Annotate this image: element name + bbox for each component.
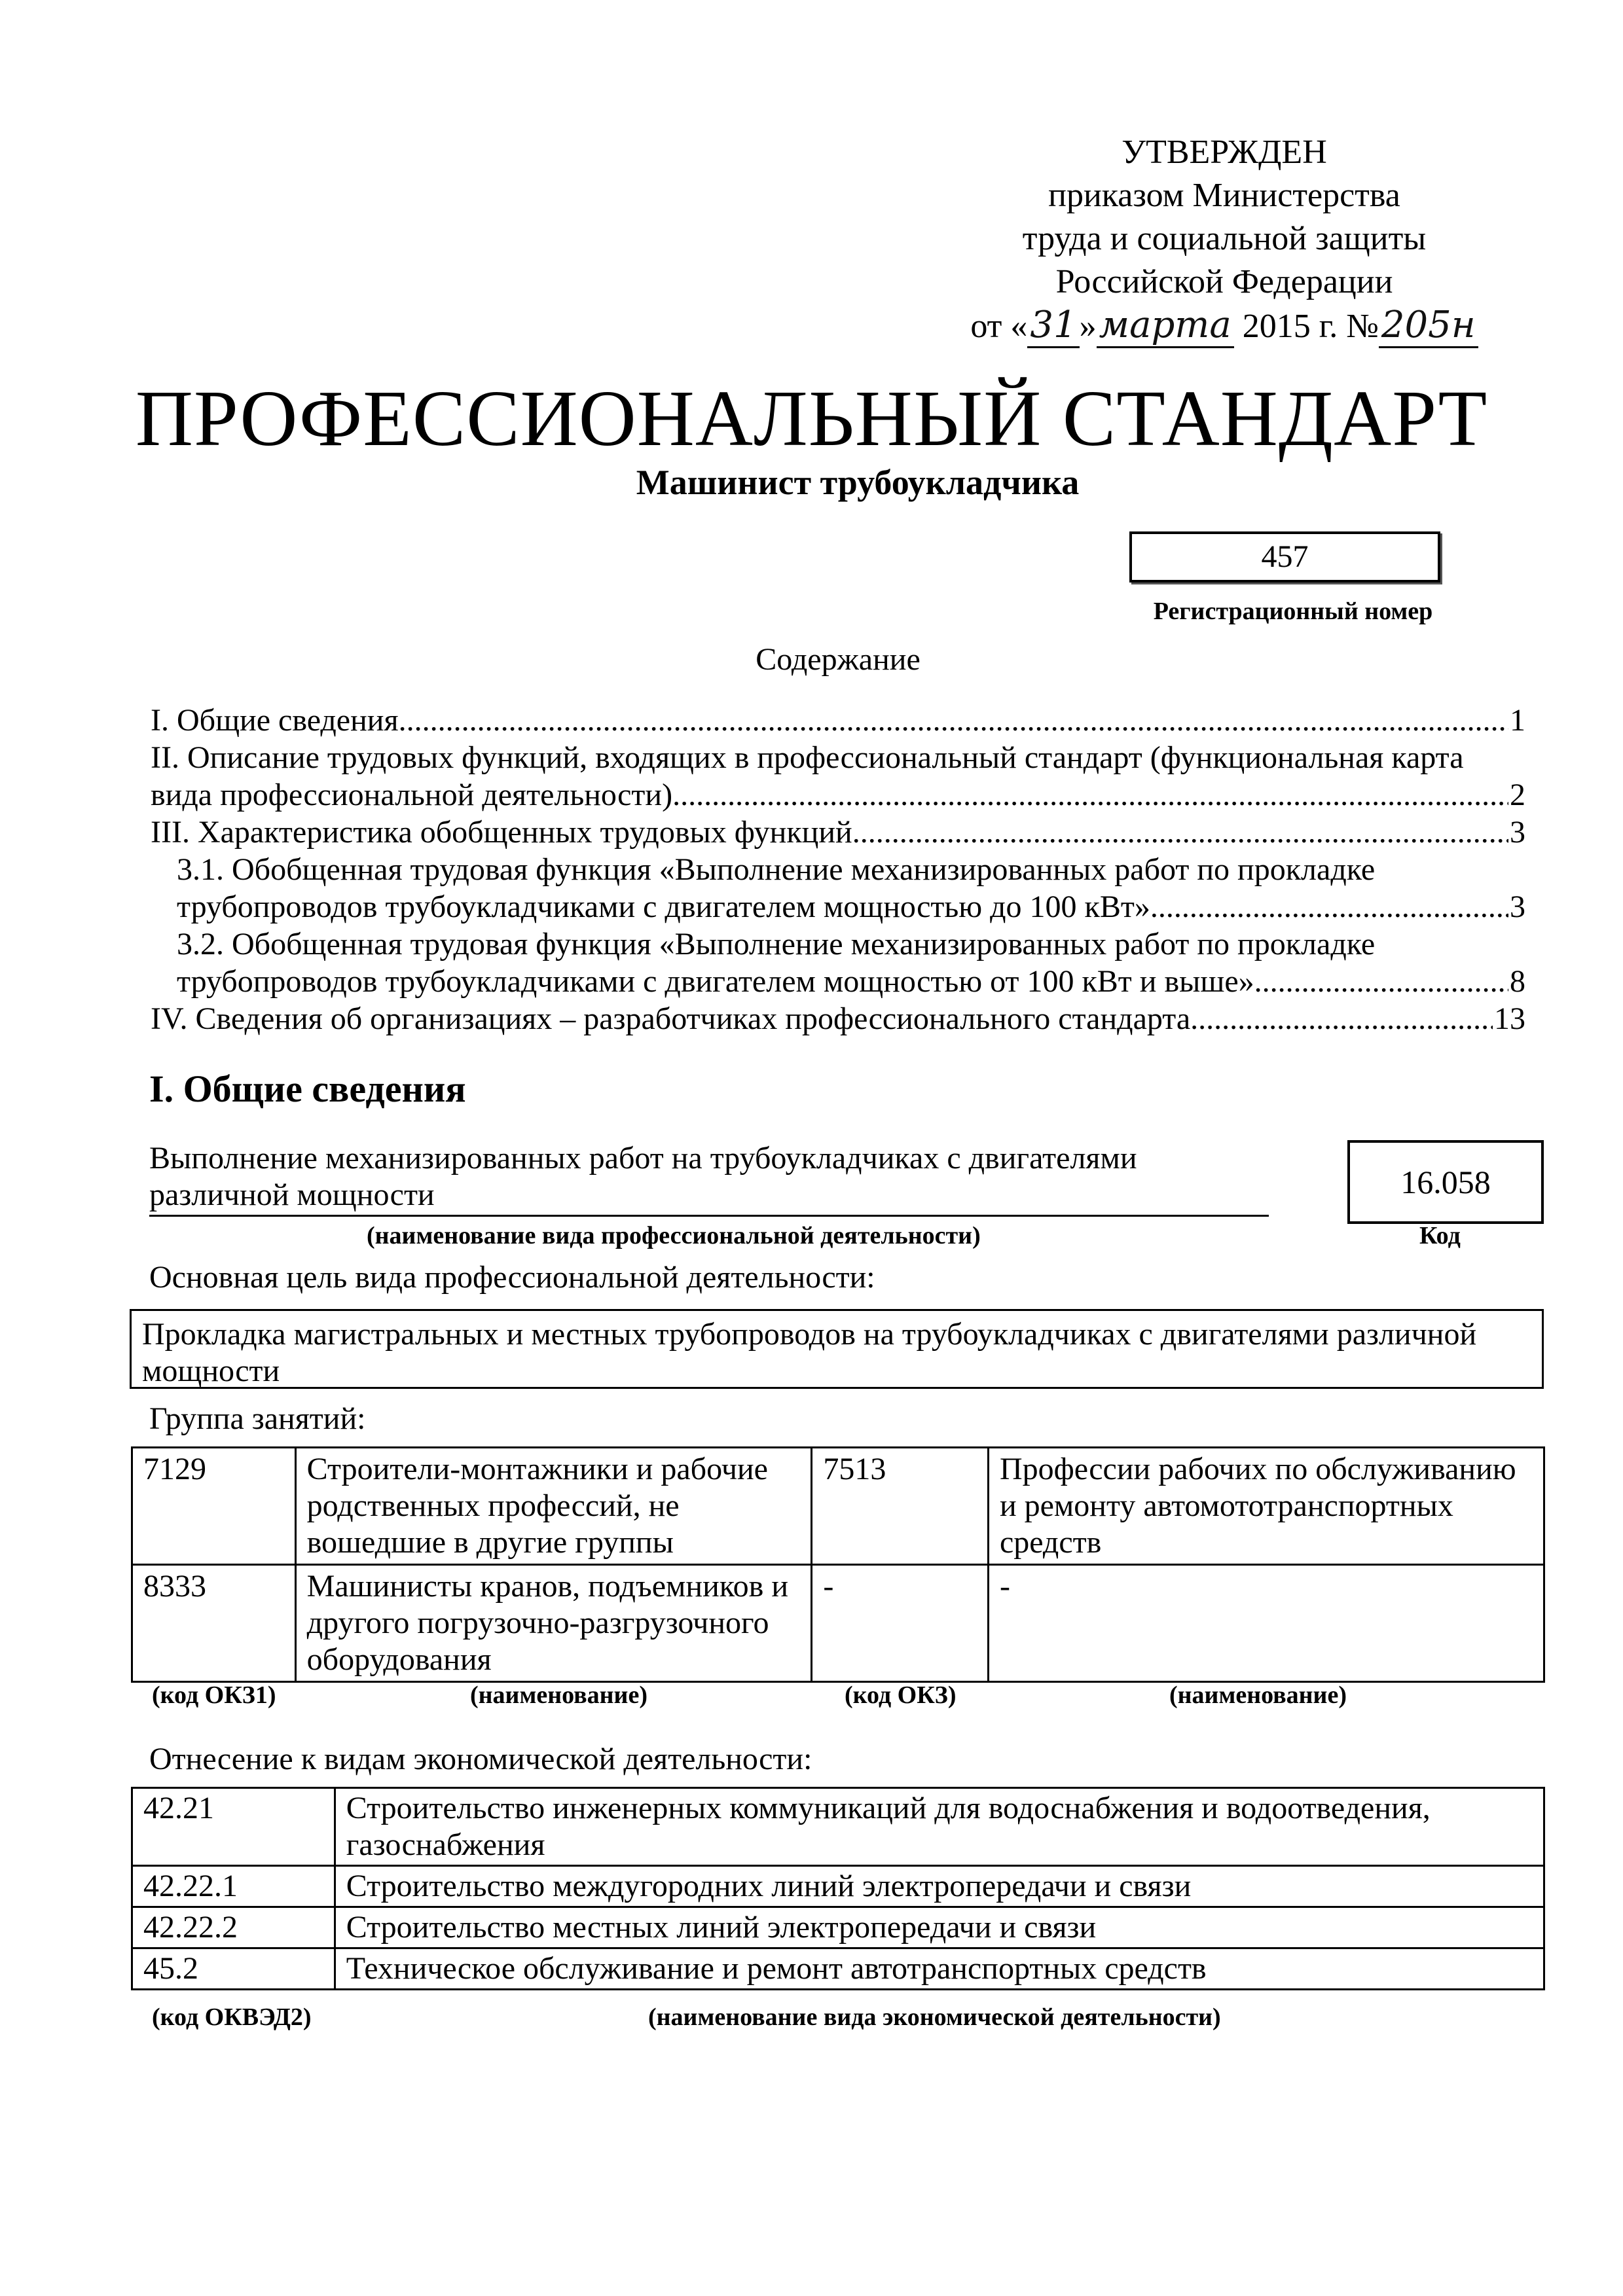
approval-line-ministry: труда и социальной защиты: [1022, 220, 1427, 257]
okved-code-cell: 45.2: [132, 1948, 335, 1990]
okz-name-caption-2: (наименование): [1169, 1681, 1347, 1709]
toc-page: 8: [1510, 964, 1525, 999]
toc-item[interactable]: [151, 851, 1525, 925]
document-subtitle: Машинист трубоукладчика: [636, 463, 1080, 502]
approval-line-federation: Российской Федерации: [1055, 263, 1393, 300]
approval-line-order: приказом Министерства: [1048, 177, 1400, 214]
okved-name-cell: Строительство местных линий электропередачи и связи: [335, 1907, 1544, 1948]
toc-leader: [852, 814, 1508, 851]
toc-item-text: I. Общие сведения: [151, 703, 399, 738]
groups-label: Группа занятий:: [149, 1401, 366, 1436]
toc-item-text-line1: 3.2. Обобщенная трудовая функция «Выполнение механизированных работ по прокладке: [177, 927, 1376, 961]
registration-caption: Регистрационный номер: [1153, 598, 1433, 625]
toc-leader: [672, 776, 1508, 814]
okved-name-cell: Строительство междугородних линий электропередачи и связи: [335, 1866, 1544, 1907]
table-row: [132, 1788, 1544, 1866]
okved-name-caption: (наименование вида экономической деятельности): [648, 2003, 1221, 2031]
okved-code-caption: (код ОКВЭД2): [152, 2003, 312, 2031]
handwritten-month: марта: [1097, 304, 1234, 348]
occupation-groups-table: [131, 1446, 1545, 1683]
activity-code-box: 16.058: [1347, 1140, 1544, 1224]
date-prefix: от «: [970, 308, 1028, 345]
toc-item-text-line1: 3.1. Обобщенная трудовая функция «Выполнение механизированных работ по прокладке: [177, 852, 1376, 887]
handwritten-order-number: 205н: [1379, 304, 1478, 348]
goal-box: Прокладка магистральных и местных трубопроводов на трубоукладчиках с двигателями различной мощности: [130, 1309, 1544, 1389]
toc-item-text: трубопроводов трубоукладчиками с двигателем мощностью до 100 кВт»: [177, 889, 1150, 924]
toc-item[interactable]: [151, 925, 1525, 1000]
okved-name-cell: Техническое обслуживание и ремонт автотранспортных средств: [335, 1948, 1544, 1990]
toc-page: 1: [1510, 703, 1525, 738]
toc-item[interactable]: [151, 814, 1525, 851]
approval-date-line: [930, 304, 1519, 348]
okz-name-cell: Строители-монтажники и рабочие родственных профессий, не вошедшие в другие группы: [295, 1448, 812, 1565]
toc-leader: [1254, 963, 1508, 1000]
okved-code-cell: 42.22.2: [132, 1907, 335, 1948]
table-row: [132, 1565, 1544, 1682]
toc-item[interactable]: [151, 702, 1525, 739]
handwritten-day: 31: [1027, 304, 1079, 348]
table-row: [132, 1448, 1544, 1565]
registration-number-box: 457: [1129, 531, 1440, 583]
okz-code-cell: -: [812, 1565, 989, 1682]
date-quote: »: [1079, 308, 1097, 345]
okz-name-cell: Машинисты кранов, подъемников и другого погрузочно-разгрузочного оборудования: [295, 1565, 812, 1682]
activity-name: Выполнение механизированных работ на трубоукладчиках с двигателями различной мощности: [149, 1140, 1269, 1217]
toc-page: 2: [1510, 778, 1525, 812]
code-caption: Код: [1419, 1222, 1461, 1249]
table-row: [132, 1866, 1544, 1907]
approval-block: [930, 131, 1519, 348]
economic-activities-table: [131, 1787, 1545, 1990]
toc-page: 13: [1494, 1001, 1525, 1036]
toc-item[interactable]: [151, 739, 1525, 814]
goal-label: Основная цель вида профессиональной деятельности:: [149, 1260, 875, 1295]
okz-code-caption: (код ОКЗ1): [152, 1681, 276, 1709]
toc-item-text: трубопроводов трубоукладчиками с двигателем мощностью от 100 кВт и выше»: [177, 964, 1254, 999]
table-row: [132, 1907, 1544, 1948]
section-title: I. Общие сведения: [149, 1067, 466, 1110]
toc-item-text: IV. Сведения об организациях – разработчиках профессионального стандарта: [151, 1001, 1191, 1036]
date-year: 2015 г. №: [1242, 308, 1379, 345]
okz-name-cell: Профессии рабочих по обслуживанию и ремонту автомототранспортных средств: [988, 1448, 1544, 1565]
table-row: [132, 1948, 1544, 1990]
okz-name-cell: -: [988, 1565, 1544, 1682]
toc-item-text-line1: II. Описание трудовых функций, входящих в профессиональный стандарт (функциональная карта: [151, 740, 1464, 775]
table-of-contents: [151, 702, 1525, 1037]
okved-name-cell: Строительство инженерных коммуникаций для водоснабжения и водоотведения, газоснабжения: [335, 1788, 1544, 1866]
activity-caption: (наименование вида профессиональной деятельности): [367, 1222, 981, 1249]
okz-code-caption-2: (код ОКЗ): [845, 1681, 957, 1709]
okved-label: Отнесение к видам экономической деятельности:: [149, 1742, 812, 1776]
okz-name-caption: (наименование): [470, 1681, 647, 1709]
toc-item-text: III. Характеристика обобщенных трудовых функций: [151, 815, 852, 850]
okz-code-cell: 7129: [132, 1448, 296, 1565]
toc-item-text: вида профессиональной деятельности): [151, 778, 673, 812]
toc-item[interactable]: [151, 1000, 1525, 1037]
toc-heading: Содержание: [756, 642, 921, 677]
toc-page: 3: [1510, 815, 1525, 850]
okz-code-cell: 7513: [812, 1448, 989, 1565]
toc-page: 3: [1510, 889, 1525, 924]
approval-title: УТВЕРЖДЕН: [1122, 134, 1327, 171]
okved-code-cell: 42.22.1: [132, 1866, 335, 1907]
toc-leader: [399, 702, 1508, 739]
document-title: ПРОФЕССИОНАЛЬНЫЙ СТАНДАРТ: [135, 374, 1488, 463]
toc-leader: [1190, 1000, 1493, 1037]
okz-code-cell: 8333: [132, 1565, 296, 1682]
okved-code-cell: 42.21: [132, 1788, 335, 1866]
toc-leader: [1150, 888, 1508, 925]
